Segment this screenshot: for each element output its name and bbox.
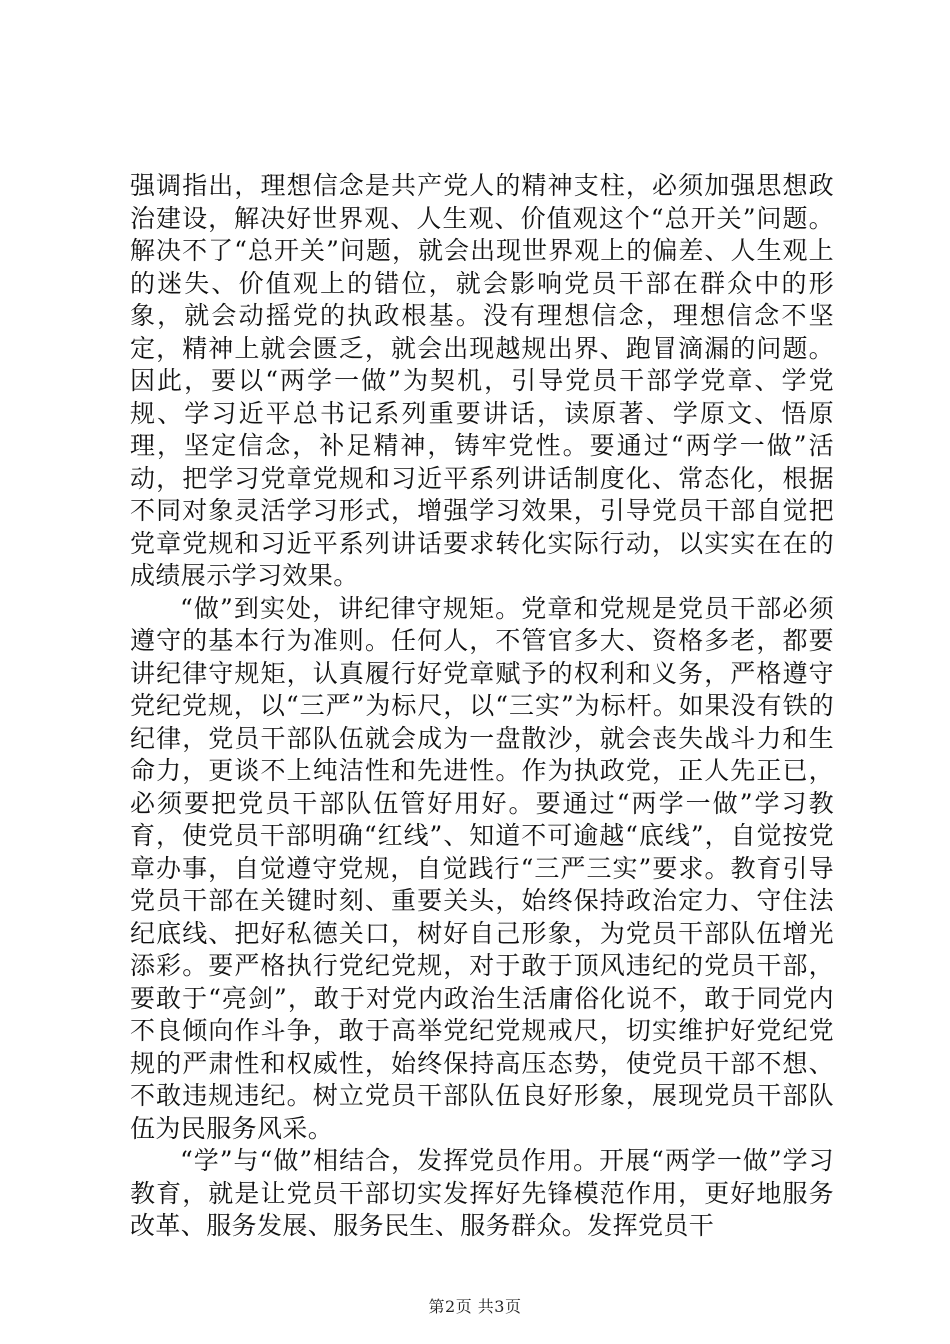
paragraph-1: 强调指出，理想信念是共产党人的精神支柱，必须加强思想政治建设，解决好世界观、人生观、价值观这个“总开关”问题。解决不了“总开关”问题，就会出现世界观上的偏差、人生观上的迷失、价值观上的错位，就会影响党员干部在群众中的形象，就会动摇党的执政根基。没有理想信念，理想信念不坚定，精神上就会匮乏，就会出现越规出界、跑冒滴漏的问题。因此，要以“两学一做”为契机，引导党员干部学党章、学党规、学习近平总书记系列重要讲话，读原著、学原文、悟原理，坚定信念，补足精神，铸牢党性。要通过“两学一做”活动，把学习党章党规和习近平系列讲话制度化、常态化，根据不同对象灵活学习形式，增强学习效果，引导党员干部自觉把党章党规和习近平系列讲话要求转化实际行动，以实实在在的成绩展示学习效果。 [130, 171, 834, 590]
paragraph-2: “做”到实处，讲纪律守规矩。党章和党规是党员干部必须遵守的基本行为准则。任何人，不管官多大、资格多老，都要讲纪律守规矩，认真履行好党章赋予的权利和义务，严格遵守党纪党规，以“三严”为标尺，以“三实”为标杆。如果没有铁的纪律，党员干部队伍就会成为一盘散沙，就会丧失战斗力和生命力，更谈不上纯洁性和先进性。作为执政党，正人先正已，必须要把党员干部队伍管好用好。要通过“两学一做”学习教育，使党员干部明确“红线”、知道不可逾越“底线”，自觉按党章办事，自觉遵守党规，自觉践行“三严三实”要求。教育引导党员干部在关键时刻、重要关头，始终保持政治定力、守住法纪底线、把好私德关口，树好自己形象，为党员干部队伍增光添彩。要严格执行党纪党规，对于敢于顶风违纪的党员干部，要敢于“亮剑”，敢于对党内政治生活庸俗化说不，敢于同党内不良倾向作斗争，敢于高举党纪党规戒尺，切实维护好党纪党规的严肃性和权威性，始终保持高压态势，使党员干部不想、不敢违规违纪。树立党员干部队伍良好形象，展现党员干部队伍为民服务风采。 [130, 593, 834, 1143]
paragraph-3: “学”与“做”相结合，发挥党员作用。开展“两学一做”学习教育，就是让党员干部切实发挥好先锋模范作用，更好地服务改革、服务发展、服务民生、服务群众。发挥党员干 [130, 1146, 834, 1240]
document-body [130, 170, 834, 1243]
page-number-footer: 第2页 共3页 [428, 1297, 522, 1316]
